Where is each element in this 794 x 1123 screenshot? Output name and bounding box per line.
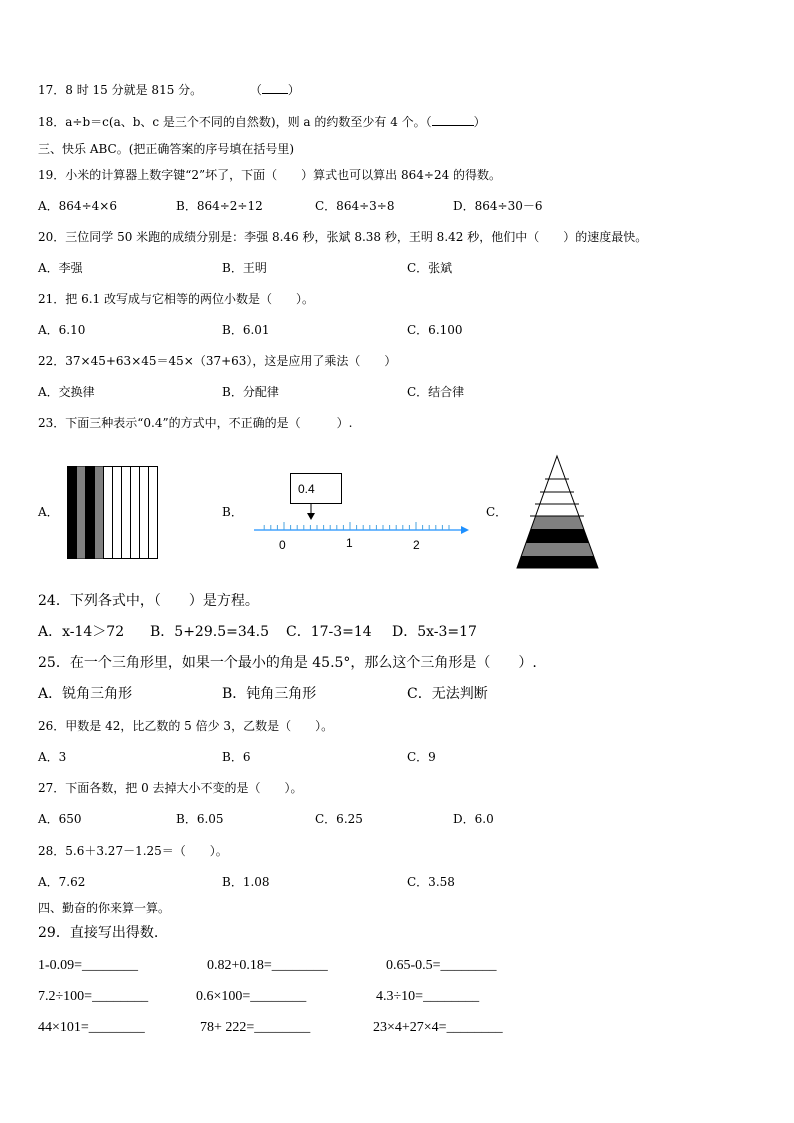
strip-black [86, 467, 95, 559]
option-a[interactable]: A．6.10 [38, 323, 86, 337]
paren-close: ） [287, 83, 300, 97]
strips-figure [67, 466, 159, 560]
calc-item[interactable]: 7.2÷100=________ [38, 989, 149, 1004]
option-b[interactable]: B．分配律 [222, 385, 279, 399]
triangle-dividers [530, 479, 584, 516]
calc-item[interactable]: 4.3÷10=________ [376, 989, 480, 1004]
question-22-text: 22．37×45+63×45＝45×（37+63），这是应用了乘法（ ） [38, 354, 397, 368]
question-26-text: 26．甲数是 42，比乙数的 5 倍少 3，乙数是（ ）。 [38, 719, 334, 733]
option-b[interactable]: B．6.05 [176, 812, 224, 826]
paren-close: ） [473, 115, 486, 129]
number-line-figure [250, 470, 472, 552]
calc-item[interactable]: 23×4+27×4=________ [373, 1020, 503, 1035]
option-d[interactable]: D．864÷30－6 [453, 199, 543, 213]
question-18-text: 18．a÷b＝c(a、b、c 是三个不同的自然数)，则 a 的约数至少有 4 个。（ [38, 115, 432, 129]
question-28-text: 28．5.6＋3.27－1.25＝（ ）。 [38, 844, 228, 858]
option-d[interactable]: D．6.0 [453, 812, 494, 826]
strip-gray [77, 467, 86, 559]
calc-item[interactable]: 0.6×100=________ [196, 989, 307, 1004]
tick-label-0: 0 [279, 538, 286, 552]
figure-label-c[interactable]: C． [486, 505, 508, 519]
answer-blank-18[interactable] [432, 115, 474, 126]
band-black [515, 556, 601, 568]
option-a[interactable]: A．650 [38, 812, 82, 826]
option-c[interactable]: C．864÷3÷8 [315, 199, 395, 213]
option-b[interactable]: B．6 [222, 750, 251, 764]
option-a[interactable]: A．李强 [38, 261, 83, 275]
band-gray [515, 516, 601, 529]
question-24-text: 24．下列各式中，（ ）是方程。 [38, 593, 259, 609]
section-4-heading: 四、勤奋的你来算一算。 [38, 901, 171, 915]
value-box-label: 0.4 [298, 482, 315, 496]
section-3-heading: 三、快乐 ABC。(把正确答案的序号填在括号里) [38, 142, 295, 156]
calc-item[interactable]: 0.82+0.18=________ [207, 958, 328, 973]
axis-arrow-icon [461, 526, 469, 534]
paren-open: （ [249, 83, 262, 97]
axis-ticks [264, 522, 449, 530]
option-a[interactable]: A．7.62 [38, 875, 86, 889]
triangle-figure [515, 454, 601, 572]
question-25-text: 25．在一个三角形里，如果一个最小的角是 45.5°，那么这个三角形是（ ）. [38, 655, 537, 671]
calc-item[interactable]: 0.65-0.5=________ [386, 958, 497, 973]
option-b[interactable]: B．5+29.5=34.5 [150, 624, 269, 640]
pointer-arrow-head [307, 513, 315, 520]
option-c[interactable]: C．6.100 [407, 323, 463, 337]
question-18 [38, 114, 486, 130]
option-c[interactable]: C．6.25 [315, 812, 363, 826]
calc-item[interactable]: 1-0.09=________ [38, 958, 139, 973]
question-19-text: 19．小米的计算器上数字键“2”坏了，下面（ ）算式也可以算出 864÷24 的得数。 [38, 168, 502, 182]
option-c[interactable]: C．结合律 [407, 385, 465, 399]
tick-label-2: 2 [413, 538, 420, 552]
question-29-text: 29．直接写出得数. [38, 925, 159, 941]
option-b[interactable]: B．钝角三角形 [222, 686, 317, 702]
option-b[interactable]: B．864÷2÷12 [176, 199, 263, 213]
option-b[interactable]: B．1.08 [222, 875, 270, 889]
figure-label-b[interactable]: B． [222, 505, 243, 519]
option-b[interactable]: B．6.01 [222, 323, 270, 337]
tick-label-1: 1 [346, 536, 353, 550]
question-27-text: 27．下面各数，把 0 去掉大小不变的是（ ）。 [38, 781, 303, 795]
option-a[interactable]: A．锐角三角形 [38, 686, 133, 702]
figure-label-a[interactable]: A． [38, 505, 59, 519]
calc-item[interactable]: 44×101=________ [38, 1020, 145, 1035]
option-a[interactable]: A．x-14＞72 [38, 624, 125, 640]
option-a[interactable]: A．864÷4×6 [38, 199, 117, 213]
option-b[interactable]: B．王明 [222, 261, 267, 275]
option-a[interactable]: A．3 [38, 750, 67, 764]
answer-blank-17[interactable] [262, 83, 288, 94]
question-23-text: 23．下面三种表示“0.4”的方式中，不正确的是（ ）. [38, 416, 353, 430]
question-17 [38, 82, 300, 98]
option-c[interactable]: C．17-3=14 [286, 624, 372, 640]
strip-black [68, 467, 77, 559]
calc-item[interactable]: 78+ 222=________ [200, 1020, 311, 1035]
question-21-text: 21．把 6.1 改写成与它相等的两位小数是（ ）。 [38, 292, 314, 306]
option-a[interactable]: A．交换律 [38, 385, 95, 399]
option-c[interactable]: C．张斌 [407, 261, 453, 275]
option-c[interactable]: C．无法判断 [407, 686, 488, 702]
strip-gray [95, 467, 104, 559]
option-d[interactable]: D．5x-3=17 [392, 624, 477, 640]
option-c[interactable]: C．9 [407, 750, 436, 764]
band-gray [515, 543, 601, 556]
question-17-text: 17．8 时 15 分就是 815 分。 [38, 83, 203, 97]
option-c[interactable]: C．3.58 [407, 875, 455, 889]
question-20-text: 20．三位同学 50 米跑的成绩分别是：李强 8.46 秒，张斌 8.38 秒，王明 8.42 秒，他们中（ ）的速度最快。 [38, 230, 648, 244]
